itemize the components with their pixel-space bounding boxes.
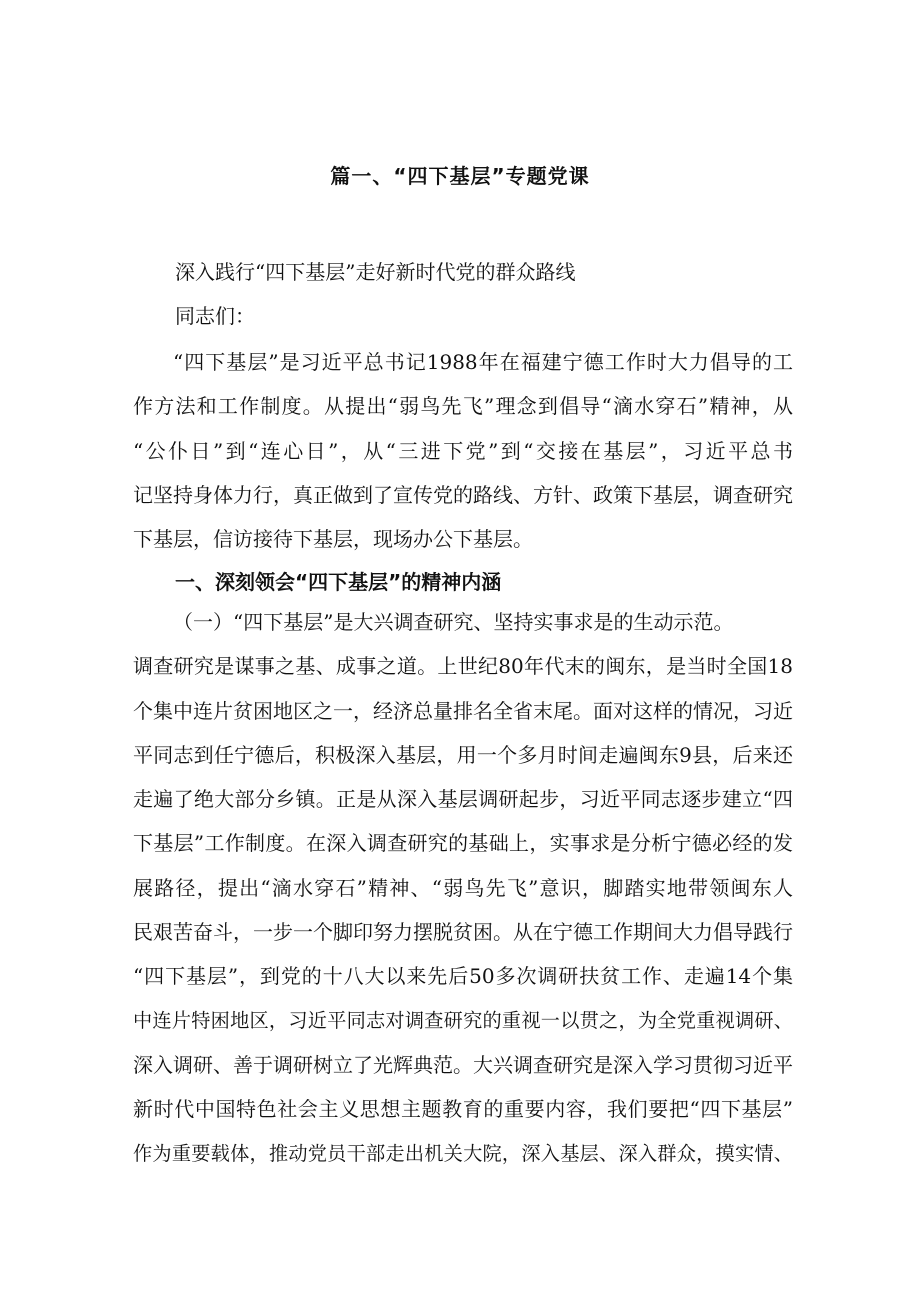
paragraph-line: 记坚持身体力行，真正做到了宣传党的路线、方针、政策下基层，调查研究 — [133, 482, 793, 507]
paragraph-line: “四下基层”是习近平总书记1988年在福建宁德工作时大力倡导的工 — [173, 350, 793, 374]
paragraph-line: 民艰苦奋斗，一步一个脚印努力摆脱贫困。从在宁德工作期间大力倡导践行 — [133, 920, 793, 945]
paragraph-line: “公仆日”到“连心日”，从“三进下党”到“交接在基层”，习近平总书 — [133, 438, 793, 463]
document-title: 篇一、“四下基层”专题党课 — [330, 164, 590, 188]
paragraph-line: 新时代中国特色社会主义思想主题教育的重要内容，我们要把“四下基层” — [133, 1097, 793, 1122]
paragraph-line: 作方法和工作制度。从提出“弱鸟先飞”理念到倡导“滴水穿石”精神，从 — [133, 394, 793, 419]
paragraph-line: 中连片特困地区，习近平同志对调查研究的重视一以贯之，为全党重视调研、 — [133, 1008, 793, 1032]
paragraph-line: 走遍了绝大部分乡镇。正是从深入基层调研起步，习近平同志逐步建立“四 — [133, 787, 793, 812]
paragraph-line: 个集中连片贫困地区之一，经济总量排名全省末尾。面对这样的情况，习近 — [133, 698, 793, 723]
paragraph-line: 作为重要载体，推动党员干部走出机关大院，深入基层、深入群众，摸实情、 — [133, 1141, 793, 1165]
paragraph-line: 平同志到任宁德后，积极深入基层，用一个多月时间走遍闽东9县，后来还 — [133, 742, 793, 767]
paragraph-2 — [133, 600, 793, 1176]
greeting: 同志们： — [175, 304, 255, 328]
paragraph-line: 展路径，提出“滴水穿石”精神、“弱鸟先飞”意识，脚踏实地带领闽东人 — [133, 875, 793, 900]
speech-subtitle: 深入践行“四下基层”走好新时代党的群众路线 — [175, 260, 576, 284]
paragraph-line: 深入调研、善于调研树立了光辉典范。大兴调查研究是深入学习贯彻习近平 — [133, 1052, 793, 1077]
paragraph-line: 下基层”工作制度。在深入调查研究的基础上，实事求是分析宁德必经的发 — [133, 831, 793, 856]
subsection-heading: （一）“四下基层”是大兴调查研究、坚持实事求是的生动示范。 — [173, 610, 734, 634]
paragraph-1 — [133, 340, 793, 561]
paragraph-line: 下基层，信访接待下基层，现场办公下基层。 — [133, 527, 533, 552]
paragraph-line: 调查研究是谋事之基、成事之道。上世纪80年代末的闽东，是当时全国18 — [133, 654, 793, 679]
paragraph-line: “四下基层”，到党的十八大以来先后50多次调研扶贫工作、走遍14个集 — [133, 964, 793, 989]
section-heading-1: 一、深刻领会“四下基层”的精神内涵 — [175, 570, 502, 594]
